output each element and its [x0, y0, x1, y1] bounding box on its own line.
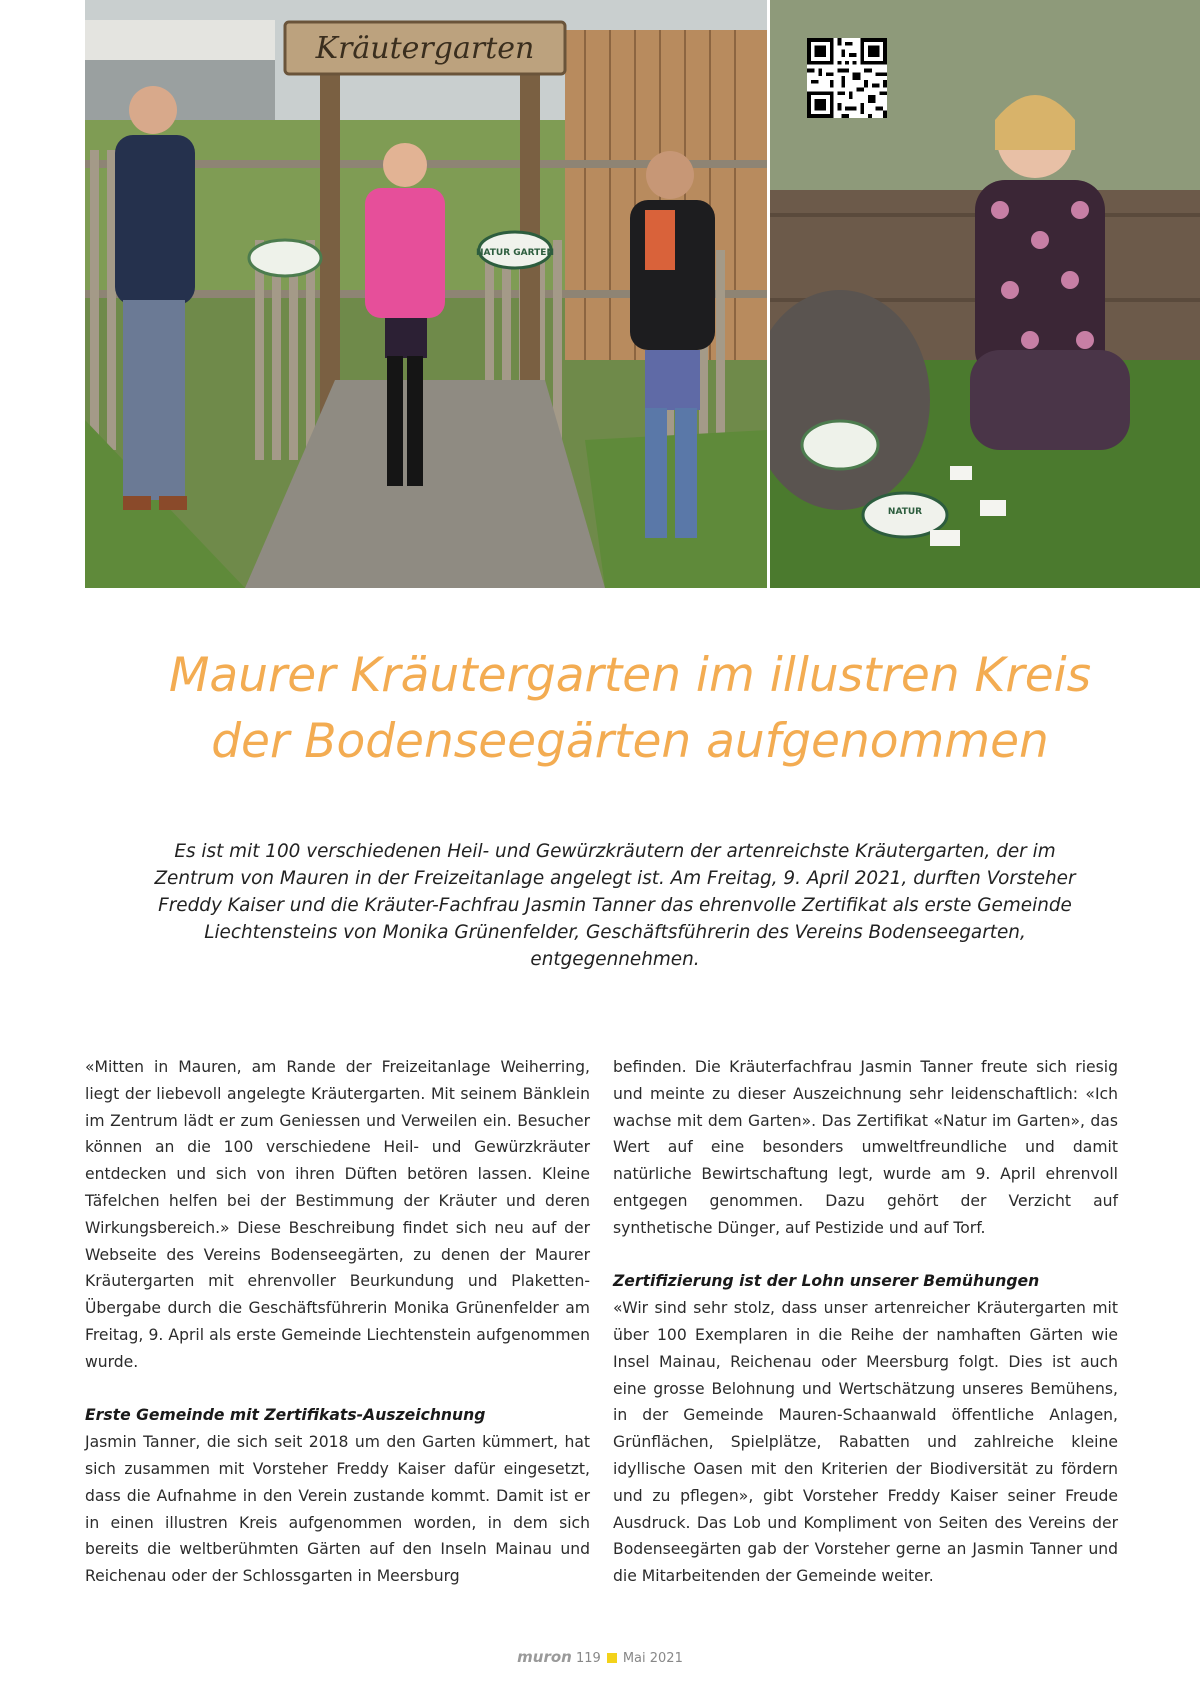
issue-number: 119	[576, 1651, 601, 1666]
group-photo	[85, 0, 767, 588]
article-lead: Es ist mit 100 verschiedenen Heil- und Gewürzkräutern der artenreichste Kräutergarten, der im Zentrum von Mauren in der Freizeitanlage angelegt ist. Am Freitag, 9. April 2021, durften Vorsteher Freddy Kaiser und die Kräuter-Fachfrau Jasmin Tanner das ehrenvolle Zertifikat als erste Gemeinde Liechtensteins von Monika Grünenfelder, Geschäftsführerin des Vereins Bodenseegarten, entgegennehmen.	[154, 841, 1076, 970]
group-photo-illustration	[85, 0, 767, 588]
magazine-brand: muron	[517, 1648, 572, 1666]
footer-square-icon	[607, 1653, 617, 1663]
section-heading: Erste Gemeinde mit Zertifikats-Auszeichnung	[85, 1406, 486, 1425]
garden-sign-text: Kräutergarten	[315, 31, 535, 66]
article-title-line2: der Bodenseegärten aufgenommen	[211, 714, 1049, 769]
page-footer	[0, 1648, 1200, 1666]
qr-code-icon	[807, 38, 887, 118]
plaque-text: NATUR GARTEN	[475, 248, 555, 258]
article-title	[60, 643, 1200, 775]
section-heading: Zertifizierung ist der Lohn unserer Bemühungen	[613, 1272, 1040, 1291]
issue-date: Mai 2021	[622, 1651, 683, 1666]
article-title-line1: Maurer Kräutergarten im illustren Kreis	[168, 648, 1092, 703]
column-left	[85, 1054, 590, 1590]
column-right	[613, 1054, 1118, 1590]
paragraph: befinden. Die Kräuterfachfrau Jasmin Tanner freute sich riesig und meinte zu dieser Auszeichnung sehr leidenschaftlich: «Ich wachse mit dem Garten». Das Zertifikat «Natur im Garten», das Wert auf eine besonders umweltfreundliche und damit natürliche Bewirtschaftung legt, wurde am 9. April ehrenvoll entgegen genommen. Dazu gehört der Verzicht auf synthetische Dünger, auf Pestizide und auf Torf.	[613, 1058, 1118, 1237]
qr-code[interactable]	[807, 38, 887, 118]
portrait-plaque-text: NATUR	[887, 507, 923, 517]
paragraph: «Wir sind sehr stolz, dass unser artenreicher Kräutergarten mit über 100 Exemplaren in die Reihe der namhaften Gärten wie Insel Mainau, Reichenau oder Meersburg folgt. Dies ist auch eine grosse Belohnung und Wertschätzung unseres Bemühens, in der Gemeinde Mauren-Schaanwald öffentliche Anlagen, Grünflächen, Spielplätze, Rabatten und zahlreiche kleine idyllische Oasen mit den Kriterien der Biodiversität zu fördern und zu pflegen», gibt Vorsteher Freddy Kaiser seiner Freude Ausdruck. Das Lob und Kompliment von Seiten des Vereins der Bodenseegärten gab der Vorsteher gerne an Jasmin Tanner und die Mitarbeitenden der Gemeinde weiter.	[613, 1299, 1118, 1586]
paragraph: «Mitten in Mauren, am Rande der Freizeitanlage Weiherring, liegt der liebevoll angelegte Kräutergarten. Mit seinem Bänklein im Zentrum lädt er zum Geniessen und Verweilen ein. Besucher können an die 100 verschiedene Heil- und Gewürzkräuter entdecken und sich von ihren Düften betören lassen. Kleine Täfelchen helfen bei der Bestimmung der Kräuter und deren Wirkungsbereich.» Diese Beschreibung findet sich neu auf der Webseite des Vereins Bodenseegärten, zu denen der Maurer Kräutergarten mit ehrenvoller Beurkundung und Plaketten-Übergabe durch die Geschäftsführerin Monika Grünenfelder am Freitag, 9. April als erste Gemeinde Liechtenstein aufgenommen wurde.	[85, 1058, 590, 1371]
paragraph: Jasmin Tanner, die sich seit 2018 um den Garten kümmert, hat sich zusammen mit Vorsteher Freddy Kaiser dafür eingesetzt, dass die Aufnahme in den Verein zustande kommt. Damit ist er in einen illustren Kreis aufgenommen worden, in dem sich bereits die weltberühmten Gärten auf den Inseln Mainau und Reichenau oder der Schlossgarten in Meersburg	[85, 1433, 590, 1586]
